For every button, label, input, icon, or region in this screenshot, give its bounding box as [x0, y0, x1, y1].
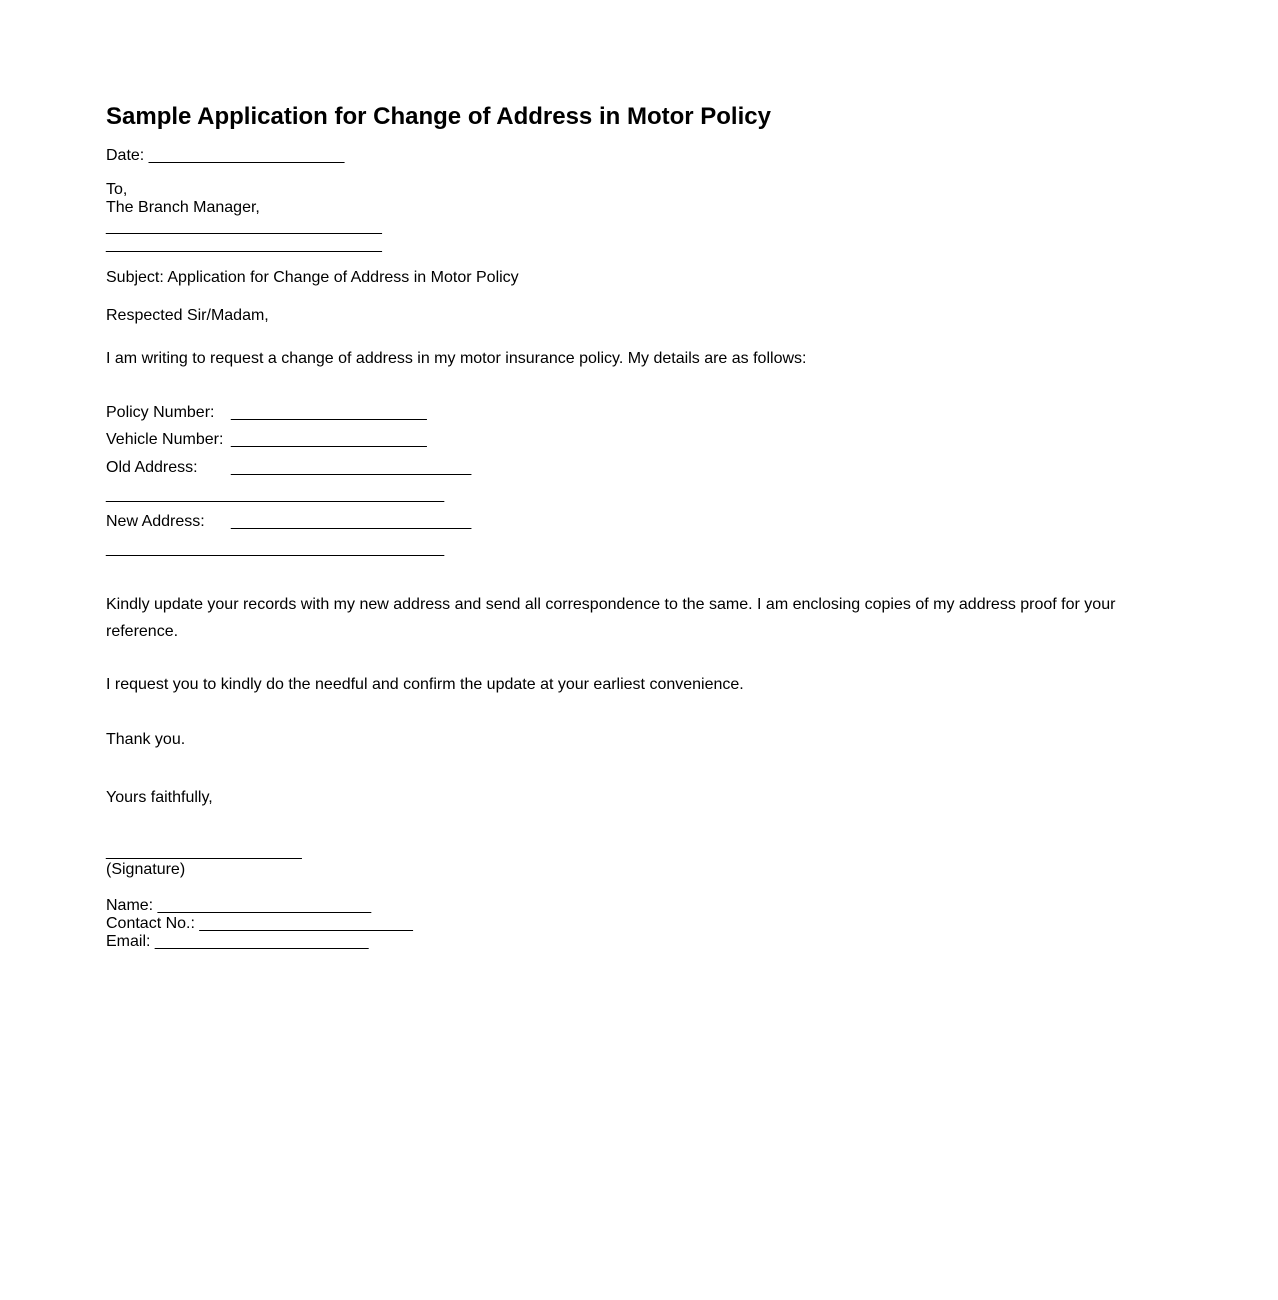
recipient-address-line-1[interactable]: _______________________________ [106, 218, 382, 235]
old-address-blank[interactable]: ___________________________ [231, 459, 472, 476]
policy-number-label: Policy Number: [106, 404, 215, 421]
vehicle-number-blank[interactable]: ______________________ [231, 431, 427, 448]
body-paragraph-1: Kindly update your records with my new address and send all correspondence to the same. I am enclosing copies of my address proof for your reference. [106, 596, 1116, 640]
policy-number-blank[interactable]: ______________________ [231, 404, 427, 421]
date-line [106, 147, 344, 165]
thanks-line: Thank you. [106, 731, 186, 748]
salutation: Respected Sir/Madam, [106, 307, 269, 324]
email-label: Email: [106, 933, 155, 950]
vehicle-number-label: Vehicle Number: [106, 431, 224, 448]
name-line [106, 897, 371, 915]
name-blank[interactable]: ________________________ [157, 897, 372, 914]
old-address-continuation[interactable]: ______________________________________ [106, 486, 445, 503]
subject-line: Subject: Application for Change of Address in Motor Policy [106, 269, 519, 286]
vehicle-number-row [106, 431, 427, 449]
new-address-row [106, 513, 471, 531]
recipient-address-line-2[interactable]: _______________________________ [106, 236, 382, 253]
signature-label: (Signature) [106, 861, 186, 878]
email-line [106, 933, 368, 951]
new-address-label: New Address: [106, 513, 205, 530]
closing-line: Yours faithfully, [106, 789, 213, 806]
page-title: Sample Application for Change of Address in Motor Policy [106, 103, 771, 130]
contact-number-blank[interactable]: ________________________ [199, 915, 413, 932]
contact-number-label: Contact No.: [106, 915, 200, 932]
name-label: Name: [106, 897, 158, 914]
recipient-to: To, [106, 181, 128, 198]
signature-blank[interactable]: ______________________ [106, 843, 302, 860]
intro-paragraph: I am writing to request a change of address in my motor insurance policy. My details are as follows: [106, 350, 807, 367]
old-address-label: Old Address: [106, 459, 198, 476]
old-address-row [106, 459, 471, 477]
contact-number-line [106, 915, 413, 933]
new-address-continuation[interactable]: ______________________________________ [106, 540, 445, 557]
date-blank[interactable]: ______________________ [148, 147, 345, 164]
body-paragraph-2: I request you to kindly do the needful and confirm the update at your earliest convenience. [106, 676, 744, 693]
new-address-blank[interactable]: ___________________________ [231, 513, 472, 530]
date-label: Date: [106, 147, 149, 164]
policy-number-row [106, 404, 427, 422]
email-blank[interactable]: ________________________ [154, 933, 369, 950]
recipient-name: The Branch Manager, [106, 199, 260, 216]
